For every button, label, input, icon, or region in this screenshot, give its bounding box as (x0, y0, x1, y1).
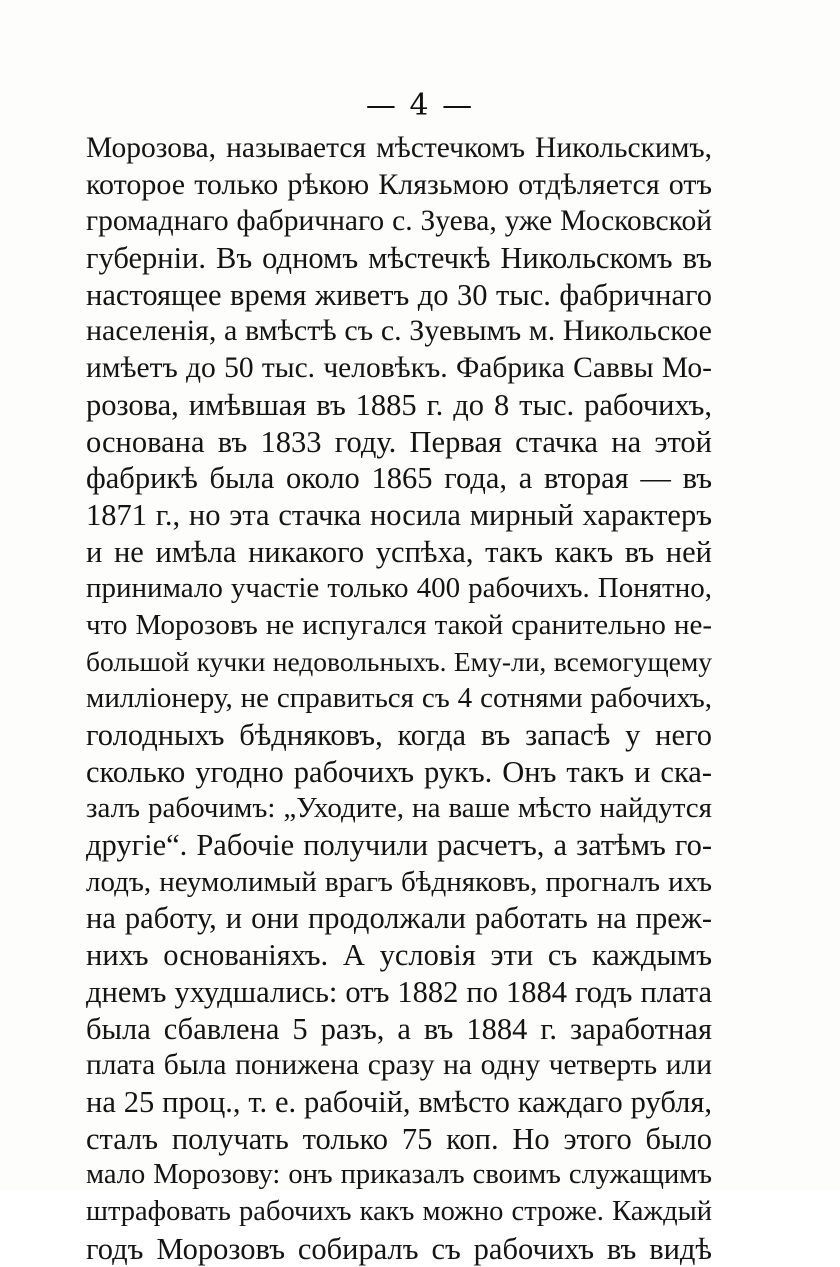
text-line: принимало участіе только 400 рабочихъ. Понятно, (86, 572, 712, 605)
text-line: залъ рабочимъ: „Уходите, на ваше мѣсто найдутся (86, 792, 712, 825)
text-line: штрафовать рабочихъ какъ можно строже. Каждый (86, 1195, 712, 1227)
text-line: которое только рѣкою Клязьмою отдѣляется отъ (86, 167, 712, 201)
text-line: мало Морозову: онъ приказалъ своимъ служащимъ (86, 1159, 712, 1191)
text-line: голодныхъ бѣдняковъ, когда въ запасѣ у него (86, 718, 712, 752)
text-line: сколько угодно рабочихъ рукъ. Онъ такъ и ска- (86, 754, 712, 789)
text-line: фабрикѣ была около 1865 года, а вторая — въ (86, 461, 712, 496)
text-line: основана въ 1833 году. Первая стачка на этой (86, 424, 712, 459)
page-number: — 4 — (365, 88, 475, 123)
text-line: громаднаго фабричнаго с. Зуева, уже Московской (86, 205, 712, 238)
text-line: на работу, и они продолжали работать на преж- (86, 901, 712, 936)
text-line: розова, имѣвшая въ 1885 г. до 8 тыс. рабочихъ, (86, 387, 712, 422)
text-line: имѣетъ до 50 тыс. человѣкъ. Фабрика Саввы Мо- (86, 352, 712, 385)
text-line: что Морозовъ не испугался такой сранительно не- (86, 608, 712, 641)
text-line: милліонеру, не справиться съ 4 сотнями рабочихъ, (86, 682, 712, 715)
text-line: нихъ основаніяхъ. А условія эти съ каждымъ (86, 938, 712, 973)
text-line: и не имѣла никакого успѣха, такъ какъ въ ней (86, 534, 712, 569)
text-line: 1871 г., но эта стачка носила мирный характеръ (86, 497, 712, 532)
text-line: сталъ получать только 75 коп. Но этого было (86, 1121, 712, 1156)
text-line: большой кучки недовольныхъ. Ему-ли, всемогущему (86, 645, 712, 677)
text-line: годъ Морозовъ собиралъ съ рабочихъ въ видѣ (86, 1231, 712, 1266)
text-line: населенія, а вмѣстѣ съ с. Зуевымъ м. Никольское (86, 314, 712, 348)
text-line: днемъ ухудшались: отъ 1882 по 1884 годъ плата (86, 974, 712, 1009)
text-line: была сбавлена 5 разъ, а въ 1884 г. заработная (86, 1011, 712, 1046)
text-line: плата была понижена сразу на одну четверть или (86, 1049, 712, 1082)
text-line: другіе“. Рабочіе получили расчетъ, а затѣмъ го- (86, 828, 712, 863)
text-line: лодъ, неумолимый врагъ бѣдняковъ, прогналъ ихъ (86, 865, 712, 898)
text-line: на 25 проц., т. е. рабочій, вмѣсто каждаго рубля, (86, 1084, 712, 1119)
text-line: настоящее время живетъ до 30 тыс. фабричнаго (86, 277, 712, 312)
text-line: Морозова, называется мѣстечкомъ Никольскимъ, (86, 132, 712, 164)
body-text (86, 130, 712, 1267)
text-line: губерніи. Въ одномъ мѣстечкѣ Никольскомъ въ (86, 241, 712, 276)
